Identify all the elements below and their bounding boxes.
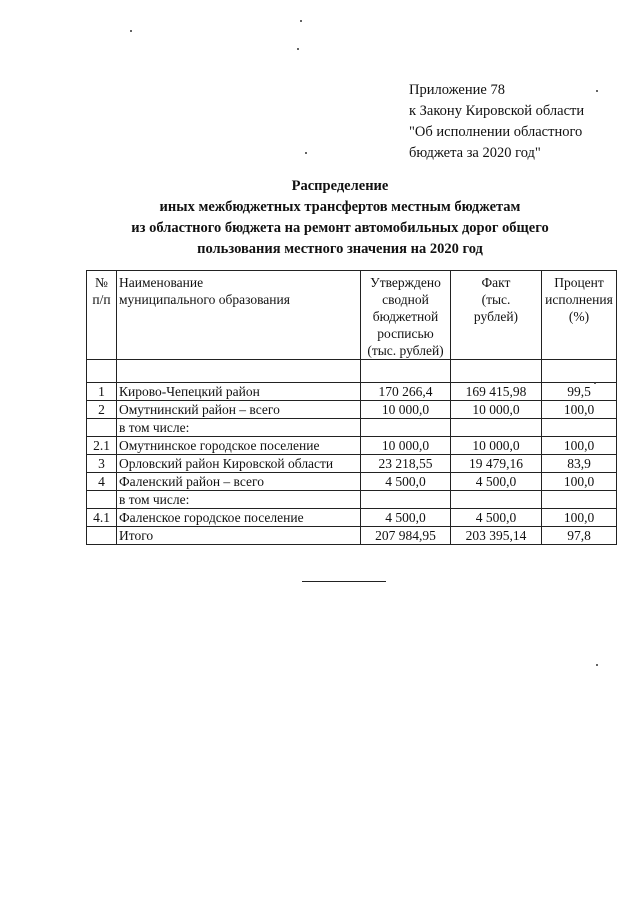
title-line: из областного бюджета на ремонт автомобильных дорог общего <box>131 220 549 236</box>
table-row: 3 Орловский район Кировской области 23 218,55 19 479,16 83,9 <box>87 455 617 473</box>
appendix-line: бюджета за 2020 год" <box>409 145 541 161</box>
title-line: пользования местного значения на 2020 год <box>197 241 483 257</box>
header-name: Наименование муниципального образования <box>117 271 361 360</box>
end-divider <box>302 581 386 582</box>
scan-speck <box>596 90 598 92</box>
scan-speck <box>596 664 598 666</box>
header-plan: Утверждено сводной бюджетной росписью (тыс. рублей) <box>361 271 451 360</box>
table-row: 4.1 Фаленское городское поселение 4 500,0 4 500,0 100,0 <box>87 509 617 527</box>
table-row: 2 Омутнинский район – всего 10 000,0 10 000,0 100,0 <box>87 401 617 419</box>
scan-speck <box>297 48 299 50</box>
transfers-table <box>86 270 617 545</box>
scan-speck <box>300 20 302 22</box>
title-line: иных межбюджетных трансфертов местным бюджетам <box>159 199 521 215</box>
table-row: 1 Кирово-Чепецкий район 170 266,4 169 415,98 99,5 <box>87 383 617 401</box>
table-row: 4 Фаленский район – всего 4 500,0 4 500,0 100,0 <box>87 473 617 491</box>
header-num: № п/п <box>87 271 117 360</box>
title-line: Распределение <box>291 178 389 194</box>
appendix-line: Приложение 78 <box>409 82 505 98</box>
table-row: 2.1 Омутнинское городское поселение 10 000,0 10 000,0 100,0 <box>87 437 617 455</box>
table-header-row <box>87 271 617 360</box>
header-pct: Процент исполнения (%) <box>542 271 617 360</box>
scan-speck <box>130 30 132 32</box>
document-title <box>90 176 590 260</box>
table-row: в том числе: <box>87 491 617 509</box>
scan-speck <box>305 152 307 154</box>
table-total-row: Итого 207 984,95 203 395,14 97,8 <box>87 527 617 545</box>
appendix-line: к Закону Кировской области <box>409 103 585 119</box>
table-row: в том числе: <box>87 419 617 437</box>
scan-speck <box>594 382 596 384</box>
header-fact: Факт (тыс. рублей) <box>451 271 542 360</box>
spacer-row <box>87 360 617 383</box>
appendix-line: "Об исполнении областного <box>409 124 583 140</box>
appendix-block <box>409 80 584 164</box>
